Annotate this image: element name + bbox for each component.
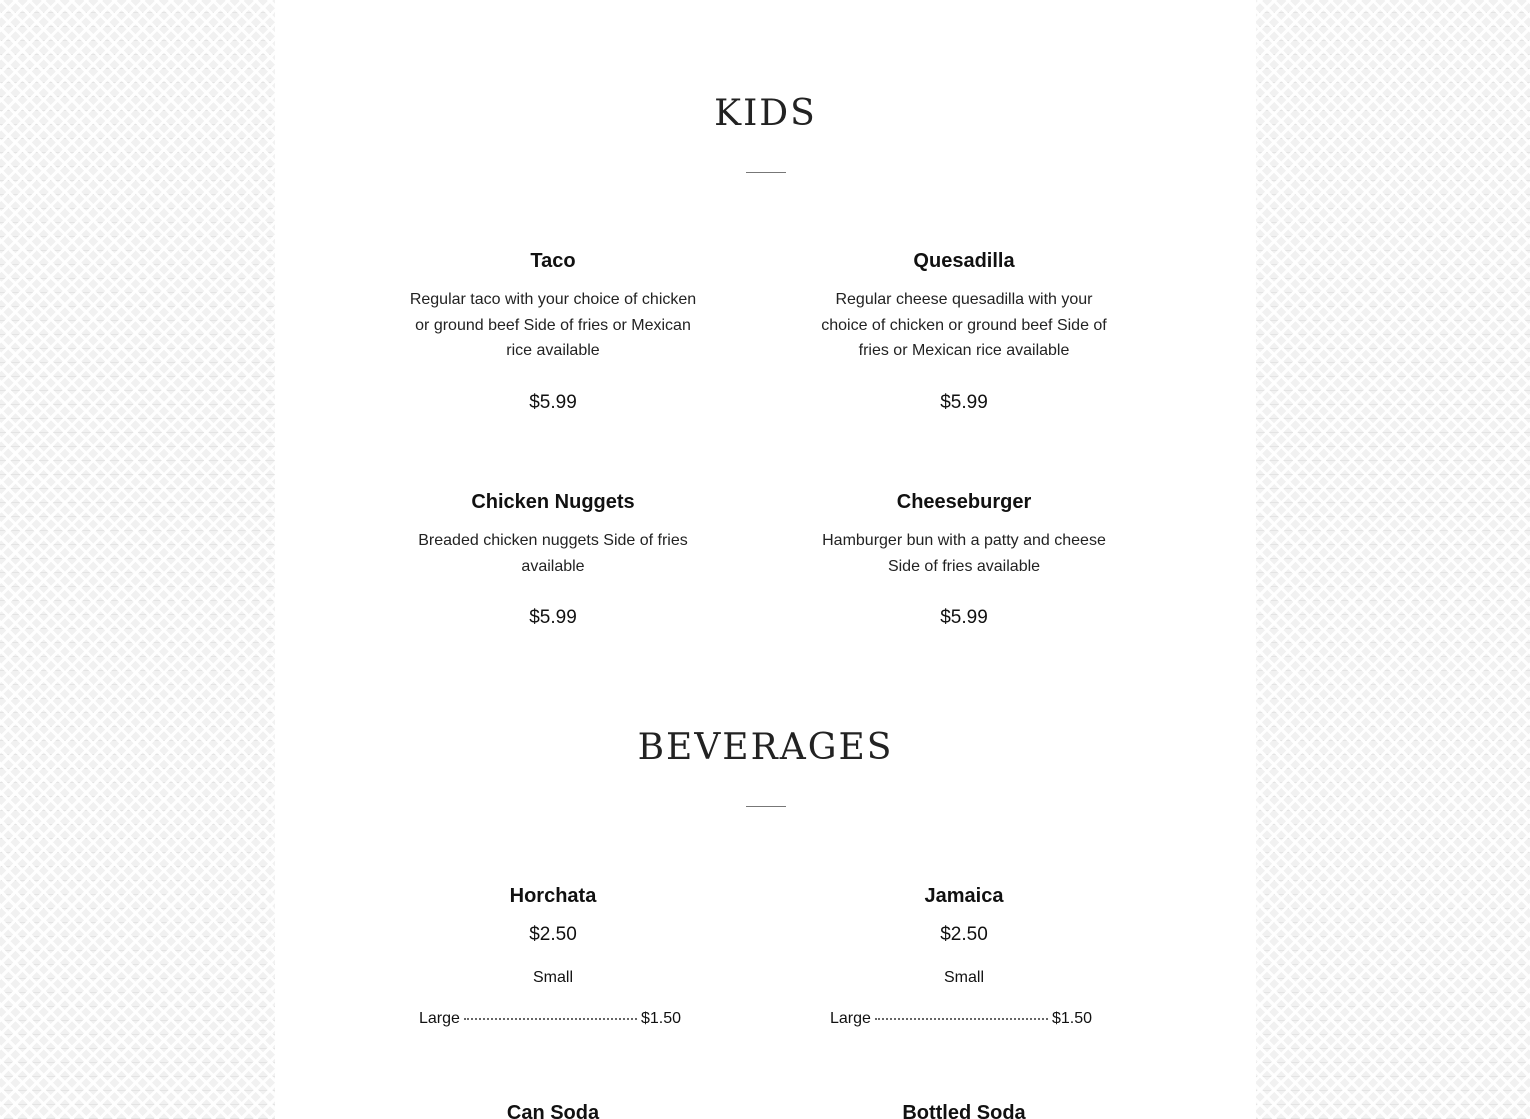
menu-item-bottled-soda [814,1101,1114,1119]
item-description: Regular cheese quesadilla with your choice of chicken or ground beef Side of fries or Mexican rice available [821,291,1107,359]
section-divider-kids [746,172,786,173]
option-price: $1.50 [1051,1010,1092,1027]
dot-leader [464,1018,637,1020]
section-divider-beverages [746,806,786,807]
dot-leader [875,1018,1048,1020]
item-description: Hamburger bun with a patty and cheese Side of fries available [822,532,1106,575]
item-price: $2.50 [940,924,988,945]
item-name: Quesadilla [913,250,1015,272]
menu-item-jamaica [814,884,1114,1044]
item-name: Chicken Nuggets [471,491,635,513]
item-description: Regular taco with your choice of chicken or ground beef Side of fries or Mexican rice available [409,291,697,359]
item-description: Breaded chicken nuggets Side of fries available [418,532,688,575]
menu-item-quesadilla [814,249,1114,414]
item-name: Can Soda [506,1102,600,1119]
item-name: Bottled Soda [902,1102,1026,1119]
item-price: $5.99 [529,391,577,413]
item-size-label: Small [943,969,984,986]
item-name: Taco [530,250,576,272]
menu-item-cheeseburger [814,490,1114,629]
option-label: Large [419,1010,460,1027]
item-option-row [419,1010,681,1028]
option-price: $1.50 [640,1010,681,1027]
menu-page [275,0,1256,1119]
item-name: Jamaica [924,885,1004,907]
item-price: $5.99 [940,607,988,628]
item-price: $2.50 [529,924,577,945]
menu-item-taco [403,249,703,414]
section-title-kids: KIDS [714,93,817,134]
item-option-row [830,1010,1092,1028]
menu-item-chicken-nuggets [403,490,703,629]
item-name: Cheeseburger [896,491,1032,513]
option-label: Large [830,1010,871,1027]
item-size-label: Small [532,969,573,986]
menu-item-can-soda [403,1101,703,1119]
item-price: $5.99 [529,607,577,628]
item-name: Horchata [509,885,597,907]
menu-item-horchata [403,884,703,1044]
item-price: $5.99 [940,391,988,413]
section-title-beverages: BEVERAGES [637,727,894,768]
